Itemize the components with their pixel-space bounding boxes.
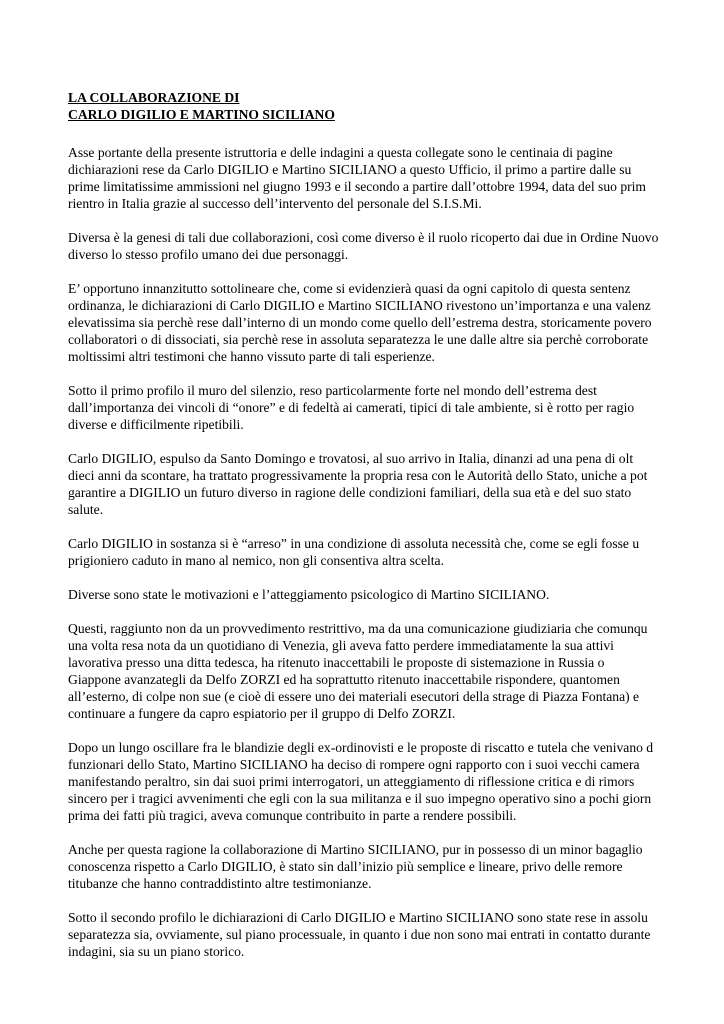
paragraph-line: Asse portante della presente istruttoria e delle indagini a questa collegate sono le centinaia di pagine (68, 145, 613, 160)
paragraph (68, 620, 724, 722)
paragraph (68, 841, 724, 892)
paragraph-line: ordinanza, le dichiarazioni di Carlo DIGILIO e Martino SICILIANO rivestono un’importanza e una valenz (68, 298, 651, 313)
paragraph-line: rientro in Italia grazie al successo dell’intervento del personale del S.I.S.Mi. (68, 196, 482, 211)
paragraph (68, 739, 724, 824)
paragraph-line: una volta resa nota da un quotidiano di Venezia, gli aveva fatto perdere immediatamente la sua attivi (68, 638, 614, 653)
paragraph-line: lavorativa presso una ditta tedesca, ha ritenuto inaccettabili le proposte di sistemazione in Russia o (68, 655, 605, 670)
paragraph-line: dieci anni da scontare, ha trattato progressivamente la propria resa con le Autorità dello Stato, uniche a pot (68, 468, 648, 483)
paragraph-line: separatezza sia, ovviamente, sul piano processuale, in quanto i due non sono mai entrati in contatto durante (68, 927, 651, 942)
paragraph-line: Carlo DIGILIO in sostanza si è “arreso” in una condizione di assoluta necessità che, come se egli fosse u (68, 536, 640, 551)
paragraph-line: Sotto il primo profilo il muro del silenzio, reso particolarmente forte nel mondo dell’estrema dest (68, 383, 597, 398)
paragraph-list (68, 144, 724, 960)
paragraph-line: Sotto il secondo profilo le dichiarazioni di Carlo DIGILIO e Martino SICILIANO sono state rese in assolu (68, 910, 648, 925)
paragraph-line: all’esterno, di colpe non sue (e cioè di essere uno dei materiali esecutori della strage di Piazza Fontana) e (68, 689, 640, 704)
paragraph-line: sincero per i tragici avvenimenti che egli con la sua militanza e il suo impegno operativo sino a pochi giorn (68, 791, 652, 806)
paragraph-line: dall’importanza dei vincoli di “onore” e di fedeltà ai camerati, tipici di tale ambiente, si è rotto per ragio (68, 400, 635, 415)
paragraph-line: dichiarazioni rese da Carlo DIGILIO e Martino SICILIANO a questo Ufficio, il primo a partire dalle su (68, 162, 632, 177)
paragraph-line: funzionari dello Stato, Martino SICILIANO ha deciso di rompere ogni rapporto con i suoi vecchi camera (68, 757, 640, 772)
paragraph-line: Diversa è la genesi di tali due collaborazioni, così come diverso è il ruolo ricoperto dai due in Ordine Nuovo (68, 230, 659, 245)
paragraph-line: Giappone avanzategli da Delfo ZORZI ed ha soprattutto ritenuto inaccettabile rispondere, quantomen (68, 672, 620, 687)
paragraph-line: prigioniero caduto in mano al nemico, non gli consentiva altra scelta. (68, 553, 444, 568)
paragraph-line: salute. (68, 502, 104, 517)
paragraph-line: Questi, raggiunto non da un provvedimento restrittivo, ma da una comunicazione giudiziaria che comunqu (68, 621, 648, 636)
paragraph-line: manifestando peraltro, sin dai suoi primi interrogatori, un atteggiamento di riflessione critica e di rimors (68, 774, 635, 789)
paragraph-line: Diverse sono state le motivazioni e l’atteggiamento psicologico di Martino SICILIANO. (68, 587, 550, 602)
paragraph (68, 382, 724, 433)
paragraph-line: prime limitatissime ammissioni nel giugno 1993 e il secondo a partire dall’ottobre 1994, data del suo prim (68, 179, 646, 194)
paragraph-line: E’ opportuno innanzitutto sottolineare che, come si evidenzierà quasi da ogni capitolo di questa sentenz (68, 281, 631, 296)
paragraph-line: elevatissima sia perchè rese dall’interno di un mondo come quello dell’estrema destra, storicamente povero (68, 315, 652, 330)
heading-line-2: CARLO DIGILIO E MARTINO SICILIANO (68, 107, 335, 122)
paragraph (68, 586, 724, 603)
document-body (68, 89, 724, 977)
paragraph-line: conoscenza rispetto a Carlo DIGILIO, è stato sin dall’inizio più semplice e lineare, privo delle remore (68, 859, 623, 874)
paragraph-line: indagini, sia su un piano storico. (68, 944, 245, 959)
paragraph-line: titubanze che hanno contraddistinto altre testimonianze. (68, 876, 372, 891)
paragraph (68, 535, 724, 569)
paragraph (68, 909, 724, 960)
paragraph (68, 450, 724, 518)
paragraph-line: continuare a fungere da capro espiatorio per il gruppo di Delfo ZORZI. (68, 706, 456, 721)
paragraph-line: Carlo DIGILIO, espulso da Santo Domingo e trovatosi, al suo arrivo in Italia, dinanzi ad una pena di olt (68, 451, 634, 466)
paragraph-line: moltissimi altri testimoni che hanno vissuto parte di tali esperienze. (68, 349, 435, 364)
paragraph-line: diverso lo stesso profilo umano dei due personaggi. (68, 247, 349, 262)
paragraph-line: garantire a DIGILIO un futuro diverso in ragione delle condizioni familiari, della sua età e del suo stato (68, 485, 632, 500)
paragraph (68, 280, 724, 365)
paragraph-line: Dopo un lungo oscillare fra le blandizie degli ex-ordinovisti e le proposte di riscatto e tutela che venivano d (68, 740, 654, 755)
paragraph-line: Anche per questa ragione la collaborazione di Martino SICILIANO, pur in possesso di un minor bagaglio (68, 842, 643, 857)
paragraph-line: collaboratori o di dissociati, sia perchè rese in assoluta separatezza le une dalle altre sia perchè corroborate (68, 332, 649, 347)
section-heading (68, 89, 708, 123)
paragraph-line: prima dei fatti più tragici, aveva comunque contribuito in parte a rendere possibili. (68, 808, 517, 823)
paragraph (68, 144, 724, 212)
heading-line-1: LA COLLABORAZIONE DI (68, 90, 240, 105)
paragraph (68, 229, 724, 263)
paragraph-line: diverse e difficilmente ripetibili. (68, 417, 244, 432)
